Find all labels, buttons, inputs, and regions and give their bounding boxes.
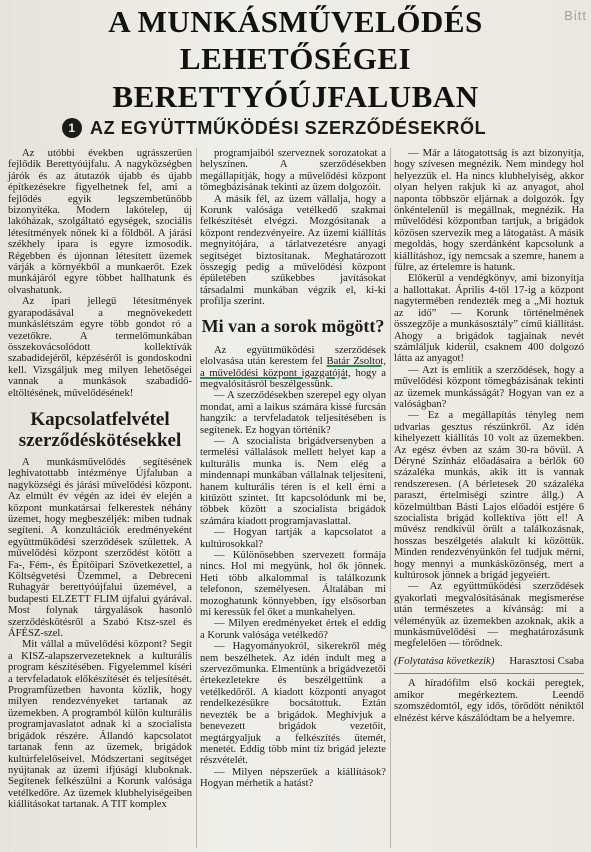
text-span: Az együttműködési szerződések elolvasása után kerestem fel (200, 344, 386, 368)
continuation-note: (Folytatása következik) (394, 654, 495, 667)
column-1 (8, 148, 192, 811)
byline (394, 656, 584, 667)
section-heading: Mi van a sorok mögött? (201, 315, 385, 336)
paragraph: — Milyen eredményeket értek el eddig a Korunk valósága vetélkedő? (200, 618, 386, 641)
text-span: hogy a megvalósításról beszélgessünk. (200, 367, 386, 390)
column-2 (200, 148, 386, 790)
article-separator (394, 673, 584, 674)
highlighted-name: Batár Zsoltot, a művelődési központ igazgatóját, (200, 356, 386, 379)
column-divider (196, 148, 197, 848)
paragraph: Mit vállal a művelődési központ? Segít a KISZ-alapszervezeteknek a kulturális program készítésében. Figyelemmel kíséri a tervfeladatok előkészítését és teljesítését. Programfüzetben havonta közlik, hogy milyen rendezvényeket tartanak az üzemekben. A programból külön kulturális programjavaslatot adnak ki a szocialista brigádok részére. Állandó kapcsolatot tartanak fenn az üzemek, brigádok kultúrfelelőseivel. Módszertani segítséget nyújtanak az üzemi ifjúsági kluboknak. Segítenek felkészülni a Korunk valósága vetélkedőre. Az üzemek klubhelyiségeiben kiállításokat tartanak. A TIT komplex (8, 639, 192, 811)
paragraph: A munkásművelődés segítésének leghivatottabb intézménye Újfaluban a nagyközségi és járási művelődési központ. Az elmúlt év végén az idei év elején a központ munkatársai felkerestek néhány üzemet, hogy megbeszéljék: miben tudnak segíteni. A konzultációk eredményeként együttműködési szerződések születtek. A művelődési központ szerződést kötött a Fa-, Fém-, és Építőipari Szövetkezettel, a Költségvetési Üzemmel, a Debreceni Ruhagyár berettyóújfalui üzemével, a budapesti ELZETT FLIM újfalui gyárával. Most folynak tárgyalások hasonló szerződéskötésről a Szabó Ktsz-szel és ÁFÉSZ-szel. (8, 456, 192, 640)
paragraph: — Különösebben szervezett formája nincs. Hol mi megyünk, hol ők jönnek. Heti több alkalommal is találkozunk telefonon, személyesen. Általában mi mozoghatunk könnyebben, így elsősorban mi keressük fel őket a munkahelyen. (200, 550, 386, 619)
paragraph: — Azt is említik a szerződések, hogy a művelődési központ tömegbázisának tekinti az üzemek munkásságát? Hogyan van ez a valóságban? (394, 364, 584, 410)
paragraph: programjaiból szerveznek sorozatokat a helyszínen. A szerződésekben megállapítják, hogy a művelődési központ tömegbázisának tekinti az üzem dolgozóit. (200, 148, 386, 194)
paragraph (200, 345, 386, 391)
section-heading: Kapcsolatfelvétel szerződéskötésekkel (18, 408, 182, 451)
paragraph: — A szerződésekben szerepel egy olyan mondat, ami a laikus számára kissé furcsán hangzik: a tervfeladatok teljesítésében is segítenek. Ez hogyan történik? (200, 390, 386, 436)
paragraph: — Ez a megállapítás tényleg nem udvarias gesztus részünkről. Az idén kihelyezett kiállítás 10 volt az üzemekben. Az egész évben az szám 30-ra bővül. A Déryné Színház előadásaira a bérlők 60 százaléka munkás, akik itt is vannak rendszeresen. (A bérletesek 20 százaléka paraszt, értelmiségi szintre állg.) A közelmúltban Básti Lajos előadói estjére 6 szocialista brigád kollektíva jött el! A művész rendkívül örült a találkozásnak, hosszas beszélgetés alakult ki közöttük. Minden rendezvényünkön fel tudjuk mérni, hogy mennyi a munkásközönség, mert a kultúrosok jönnek a brigád jegyeiért. (394, 410, 584, 582)
headline-line-2: LEHETŐSÉGEI BERETTYÓÚJFALUBAN (112, 41, 479, 114)
paragraph: — Már a látogatottság is azt bizonyítja, hogy szívesen megnézik. Nem mindegy hol helyezzük el. Ha nincs klubhelyiség, akkor olyan helyen rakjuk ki az anyagot, ahol naponta többször eljárnak a dolgozók. Így önkéntelenül is megállnak, megnézik. Ha művelődési központban tartjuk, a brigádok közösen szervezik meg a látogatást. A másik megoldás, hogy szerdánként kapcsolunk a kiállításhoz, így nemcsak a szemre, hanem a fülre, az értelemre is hatunk. (394, 148, 584, 274)
paragraph: — Hogyan tartják a kapcsolatot a kultúrosokkal? (200, 527, 386, 550)
adjacent-article-fragment: Bitt (564, 8, 587, 23)
article-subhead (62, 118, 562, 139)
column-divider (390, 148, 391, 848)
paragraph: A másik fél, az üzem vállalja, hogy a Korunk valósága vetélkedő szakmai felkészítését elvégzi. Mozgósítanak a központ rendezvényeire. Az üzemi kiállítás megnyitójára, a tárlatvezetésre anyagi segítséget biztosítanak. Meghatározott összegig pedig a művelődési központ épületében szűkebbes javításokat társadalmi munkában végzik el, ki-ki profilja szerint. (200, 193, 386, 308)
paragraph: — Az együttműködési szerződések gyakorlati megvalósításának megismerése után természetes a kívánság: mi a véleményük az üzemekben azoknak, akik a munkásművelődési — meghatározásunk megfelelően — törődnek. (394, 581, 584, 650)
paragraph: — A szocialista brigádversenyben a termelési vállalások mellett helyet kap a kulturális munka is. Nem elég a mindennapi munkában vállalnak teljesíteni, hanem kulturális téren is el kell érni a kitűzött szintet. Itt kapcsolódunk mi be, többek között a szocialista brigádok számára kiadott programjavaslattal. (200, 435, 386, 527)
paragraph: Az utóbbi években ugrásszerűen fejlődik Berettyóújfalu. A nagyközségben járók és az átutazók újabb és újabb építkezésekre figyelhetnek fel, ami a fejlődés egyik legszembetűnőbb bizonyítéka. Modern lakótelep, új lakóházak, szolgáltató egységek, szociális létesítmények nőnek ki a földből. A járási székhely ipara is egyre izmosodik. Régebben és újonnan létesített üzemek várják a környékből a munkaerőt. Ezek munkájáról egyre többet hallhatunk és olvashatunk. (8, 148, 192, 296)
paragraph: — Hagyományokról, sikerekről még nem beszélhetek. Az idén indult meg a szervezőmunka. Elmentünk a brigádvezetői értekezletekre és beszélgettünk a vetélkedőről. A kiadott központi anyagot rendelkezésükre bocsátottuk. Eztán nevezték be a brigádok. Meghívjuk a benevezett brigádok vezetőit, megtárgyaljuk a felkészítés ütemét, menetét. Eddig több mint tíz brigád jelezte részvételét. (200, 641, 386, 767)
headline-line-1: A MUNKÁSMŰVELŐDÉS (108, 4, 483, 39)
author-name: Harasztosi Csaba (509, 654, 584, 667)
next-article-paragraph: A híradófilm első kockái peregtek, amikor megérkeztem. Leendő szomszédomtól, egy idős, törődött néniktől elnézést kérve kászálódtam be a helyemre. (394, 678, 584, 724)
paragraph: Előkerül a vendégkönyv, ami bizonyítja a hallottakat. Április 4-től 17-ig a központ nagytermében rendezték meg a „Mi hoztuk az idő” — Korunk történelmének összegzője a munkásosztály” című kiállítást. Ahogy a brigádok tagjainak nevét számláljuk kiderül, csaknem 400 dolgozó látta az anyagot! (394, 273, 584, 365)
paragraph: — Milyen népszerűek a kiállítások? Hogyan mérhetik a hatást? (200, 766, 386, 790)
part-number-badge: 1 (62, 118, 82, 138)
article-headline (0, 4, 591, 116)
column-3 (394, 148, 584, 724)
paragraph: Az ipari jellegű létesítmények gyarapodásával a megnövekedett munkáslétszám egyre több gondot ró a vezetőkre. A termelőmunkában összekovácsolódott kollektívák szabadidejéről, képzéséről is gondoskodni kell. Vizsgáljuk meg milyen lehetőségei vannak a munkások szabadidő-eltöltésének, művelődésének! (8, 296, 192, 399)
subhead-text: AZ EGYÜTTMŰKÖDÉSI SZERZŐDÉSEKRŐL (90, 118, 487, 138)
